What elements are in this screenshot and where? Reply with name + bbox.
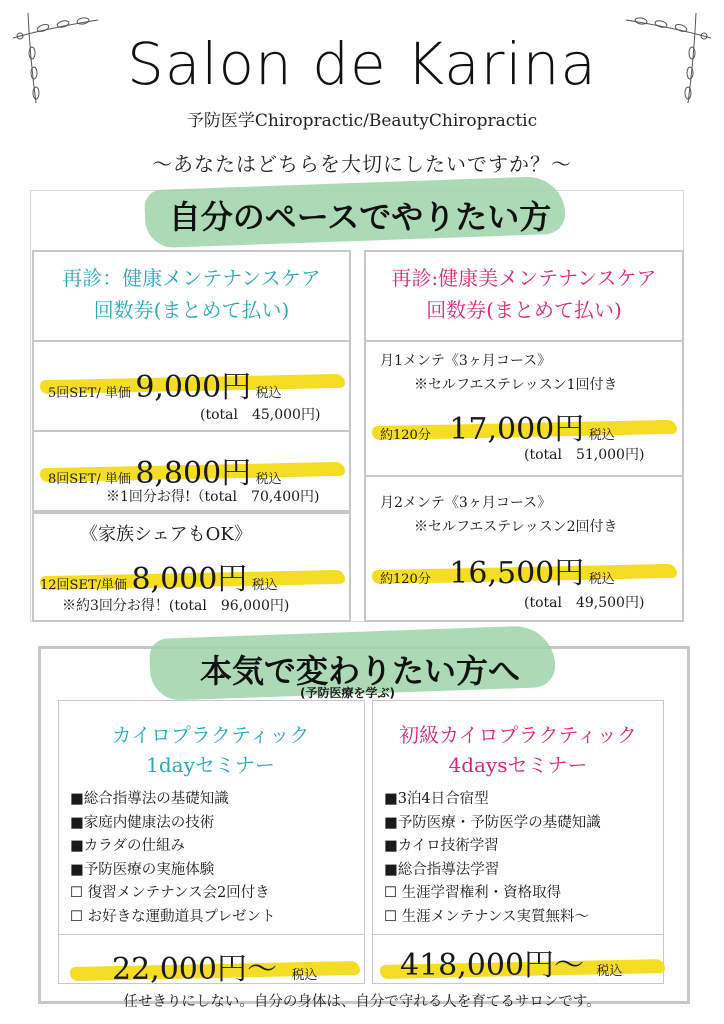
seminar-1day-title-line2: 1dayセミナー <box>146 753 275 777</box>
list-item: ■予防医療・予防医学の基礎知識 <box>384 814 601 831</box>
plan-5-row <box>48 362 282 406</box>
section1-heading: 自分のペースでやりたい方 <box>168 198 552 236</box>
list-item: ■総合指導法学習 <box>384 861 500 878</box>
monthly2-bonus: ※セルフエステレッスン2回付き <box>414 519 618 535</box>
seminar-1day-tax: 税込 <box>291 968 318 983</box>
monthly2-duration: 約120分 <box>380 572 431 587</box>
left-plan-title-line1: 再診：健康メンテナンスケア <box>62 266 321 290</box>
monthly1-name: 月1メンテ《3ヶ月コース》 <box>380 353 552 369</box>
monthly1-tax: 税込 <box>588 428 615 443</box>
plan-8-label: 8回SET/ 単価 <box>48 472 131 487</box>
plan-5-tax: 税込 <box>255 386 282 401</box>
right-plan-title-line2: 回数券(まとめて払い) <box>426 298 622 322</box>
list-item: ■カラダの仕組み <box>70 838 186 854</box>
plan-12-row <box>40 554 278 598</box>
list-item: ☐ 復習メンテナンス会2回付き <box>70 885 270 901</box>
monthly1-total: (total 51,000円) <box>524 447 645 463</box>
left-plan-title <box>32 262 351 326</box>
list-item: ☐ 生涯学習権利・資格取得 <box>384 885 562 901</box>
seminar-1day-title-line1: カイロプラクティック <box>111 723 310 747</box>
monthly1-row <box>380 404 615 448</box>
seminar-4days-title-line2: 4daysセミナー <box>448 753 588 777</box>
list-item: ■カイロ技術学習 <box>384 838 499 854</box>
seminar-4days-price-row <box>400 940 623 984</box>
plan-5-price: 9,000円 <box>135 370 252 405</box>
plan-8-total: ※1回分お得!（total 70,400円) <box>106 489 320 505</box>
list-item: ☐ 生涯メンテナンス実質無料～ <box>384 908 589 925</box>
seminar-4days-items <box>384 788 601 929</box>
right-plan-title-line1: 再診:健康美メンテナンスケア <box>391 266 657 290</box>
list-item: ■総合指導法の基礎知識 <box>70 791 229 807</box>
plan-12-tax: 税込 <box>251 578 278 593</box>
plan-5-label: 5回SET/ 単価 <box>48 386 131 401</box>
left-plan-title-line2: 回数券(まとめて払い) <box>93 298 290 322</box>
plan-5-total: (total 45,000円) <box>200 407 321 423</box>
seminar-1day-title <box>58 720 363 780</box>
seminar-4days-price: 418,000円～ <box>400 948 585 983</box>
section2-subheading: (予防医療を学ぶ) <box>300 686 395 700</box>
divider <box>364 475 682 477</box>
list-item: ■家庭内健康法の技術 <box>70 814 215 831</box>
salon-subtitle: 予防医学Chiropractic/BeautyChiropractic <box>186 111 538 131</box>
monthly1-price: 17,000円 <box>449 412 585 447</box>
monthly2-tax: 税込 <box>588 572 615 587</box>
footer-tagline: 任せきりにしない。自分の身体は、自分で守れる人を育てるサロンです。 <box>123 994 601 1010</box>
monthly2-total: (total 49,500円) <box>524 595 645 611</box>
divider <box>372 934 664 935</box>
seminar-1day-items <box>70 788 276 929</box>
family-share-note: 《家族シェアもOK》 <box>80 524 252 545</box>
monthly2-name: 月2メンテ《3ヶ月コース》 <box>380 495 552 511</box>
monthly2-row <box>380 548 615 592</box>
seminar-4days-title <box>372 720 664 780</box>
plan-12-price: 8,000円 <box>131 562 248 597</box>
list-item: ■3泊4日合宿型 <box>384 791 489 807</box>
section2-heading: 本気で変わりたい方へ <box>199 652 520 690</box>
divider <box>364 340 682 342</box>
plan-12-total: ※約3回分お得！(total 96,000円) <box>62 598 290 614</box>
salon-title: Salon de Karina <box>127 30 597 98</box>
list-item: ☐ お好きな運動道具プレゼント <box>70 908 276 925</box>
plan-8-tax: 税込 <box>255 472 282 487</box>
seminar-1day-price-row <box>112 944 317 988</box>
monthly1-bonus: ※セルフエステレッスン1回付き <box>414 377 618 393</box>
plan-8-price: 8,800円 <box>135 456 252 491</box>
divider <box>34 430 349 432</box>
list-item: ■予防医療の実施体験 <box>70 861 215 878</box>
monthly1-duration: 約120分 <box>380 428 431 443</box>
divider <box>34 340 349 342</box>
seminar-1day-price: 22,000円～ <box>112 952 277 987</box>
divider <box>58 934 365 935</box>
right-plan-title <box>364 262 684 326</box>
monthly2-price: 16,500円 <box>449 556 585 591</box>
question-text: ～あなたはどちらを大切にしたいですか？～ <box>152 152 572 176</box>
seminar-4days-tax: 税込 <box>596 964 623 979</box>
plan-12-label: 12回SET/単価 <box>40 578 127 593</box>
seminar-4days-title-line1: 初級カイロプラクティック <box>399 723 637 747</box>
